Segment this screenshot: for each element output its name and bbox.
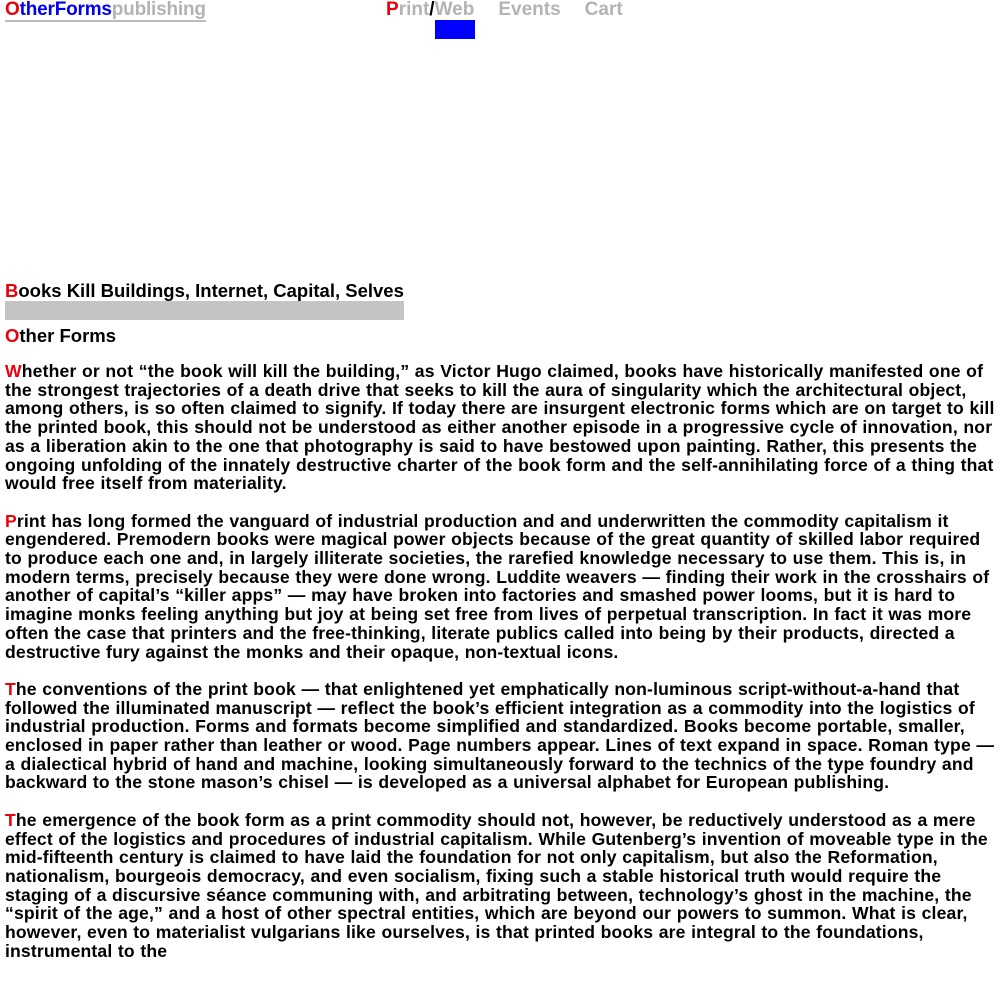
site-logo-link[interactable]: [5, 0, 206, 22]
web-active-marker: [435, 20, 475, 39]
nav-separator: /: [429, 0, 435, 20]
article-publisher: [5, 325, 995, 346]
nav-print-label: rint: [398, 0, 430, 20]
nav-events-link[interactable]: Events: [498, 0, 561, 20]
article-body: [5, 362, 995, 960]
paragraph-text: he emergence of the book form as a print commodity should not, however, be reductively understood as a mere effect of the logistics and procedures of industrial capitalism. While Gutenberg’s invention of moveable type in the mid-fifteenth century is claimed to have laid the foundation for not only capitalism, but also the Reformation, nationalism, bourgeois democracy, and even socialism, fixing such a stable historical truth would require the staging of a discursive séance communing with, and arbitrating between, technology’s ghost in the machine, the “spirit of the age,” and a host of other spectral entities, which are beyond our powers to summon. What is clear, however, even to materialist vulgarians like ourselves, is that printed books are integral to the foundations, instrumental to the: [5, 809, 988, 961]
title-text: ooks Kill Buildings, Internet, Capital, Selves: [18, 280, 404, 301]
main-nav: [386, 0, 623, 20]
nav-web-wrapper: [435, 0, 475, 20]
paragraph-text: rint has long formed the vanguard of industrial production and and underwritten the commodity capitalism it engendered. Premodern books were magical power objects because of the great quantity of skilled labor required to produce each one and, in largely illiterate societies, the rarefied knowledge necessary to use them. This is, in modern terms, precisely because they were done wrong. Luddite weavers — finding their work in the crosshairs of another of capital’s “killer apps” — may have broken into factories and smashed power looms, but it is hard to imagine monks feeling anything but joy at being set free from lives of perpetual transcription. In fact it was more often the case that printers and the free-thinking, literate publics called into being by their products, directed a destructive fury against the monks and their opaque, non-textual icons.: [5, 510, 990, 662]
nav-cart-link[interactable]: Cart: [584, 0, 623, 20]
paragraph-first-letter: P: [5, 510, 17, 531]
paragraph: [5, 680, 995, 792]
nav-print-first-letter: P: [386, 0, 399, 20]
paragraph-text: hether or not “the book will kill the building,” as Victor Hugo claimed, books have historically manifested one of the strongest trajectories of a death drive that seeks to kill the aura of singularity which the architectural object, among others, is so often claimed to signify. If today there are insurgent electronic forms which are on target to kill the printed book, this should not be understood as either another episode in a progressive cycle of innovation, nor as a liberation akin to the one that photography is said to have bestowed upon painting. Rather, this presents the ongoing unfolding of the innately destructive charter of the book form and the self-annihilating force of a thing that would free itself from materiality.: [5, 361, 995, 494]
paragraph: [5, 811, 995, 961]
logo-name: therForms: [19, 0, 112, 20]
article: [5, 280, 995, 979]
paragraph-first-letter: T: [5, 678, 16, 699]
logo-suffix: publishing: [111, 0, 206, 20]
publisher-name: ther Forms: [19, 325, 117, 346]
logo-first-letter: O: [5, 0, 20, 20]
nav-print-link[interactable]: [386, 0, 429, 20]
paragraph-text: he conventions of the print book — that enlightened yet emphatically non-luminous script-without-a-hand that followed the illuminated manuscript — reflect the book’s efficient integration as a commodity into the logistics of industrial production. Forms and formats become simplified and standardized. Books become portable, smaller, enclosed in paper rather than leather or wood. Page numbers appear. Lines of text expand in space. Roman type — a dialectical hybrid of hand and machine, looking simultaneously forward to the technics of the type foundry and backward to the stone mason’s chisel — is developed as a universal alphabet for European publishing.: [5, 678, 995, 793]
paragraph-first-letter: T: [5, 809, 16, 830]
title-first-letter: B: [5, 280, 19, 301]
paragraph: [5, 512, 995, 662]
paragraph: [5, 362, 995, 493]
article-title: [5, 280, 404, 320]
site-header: [0, 0, 1000, 40]
nav-web-link[interactable]: Web: [434, 0, 475, 20]
paragraph-first-letter: W: [5, 361, 22, 381]
publisher-first-letter: O: [5, 325, 20, 346]
